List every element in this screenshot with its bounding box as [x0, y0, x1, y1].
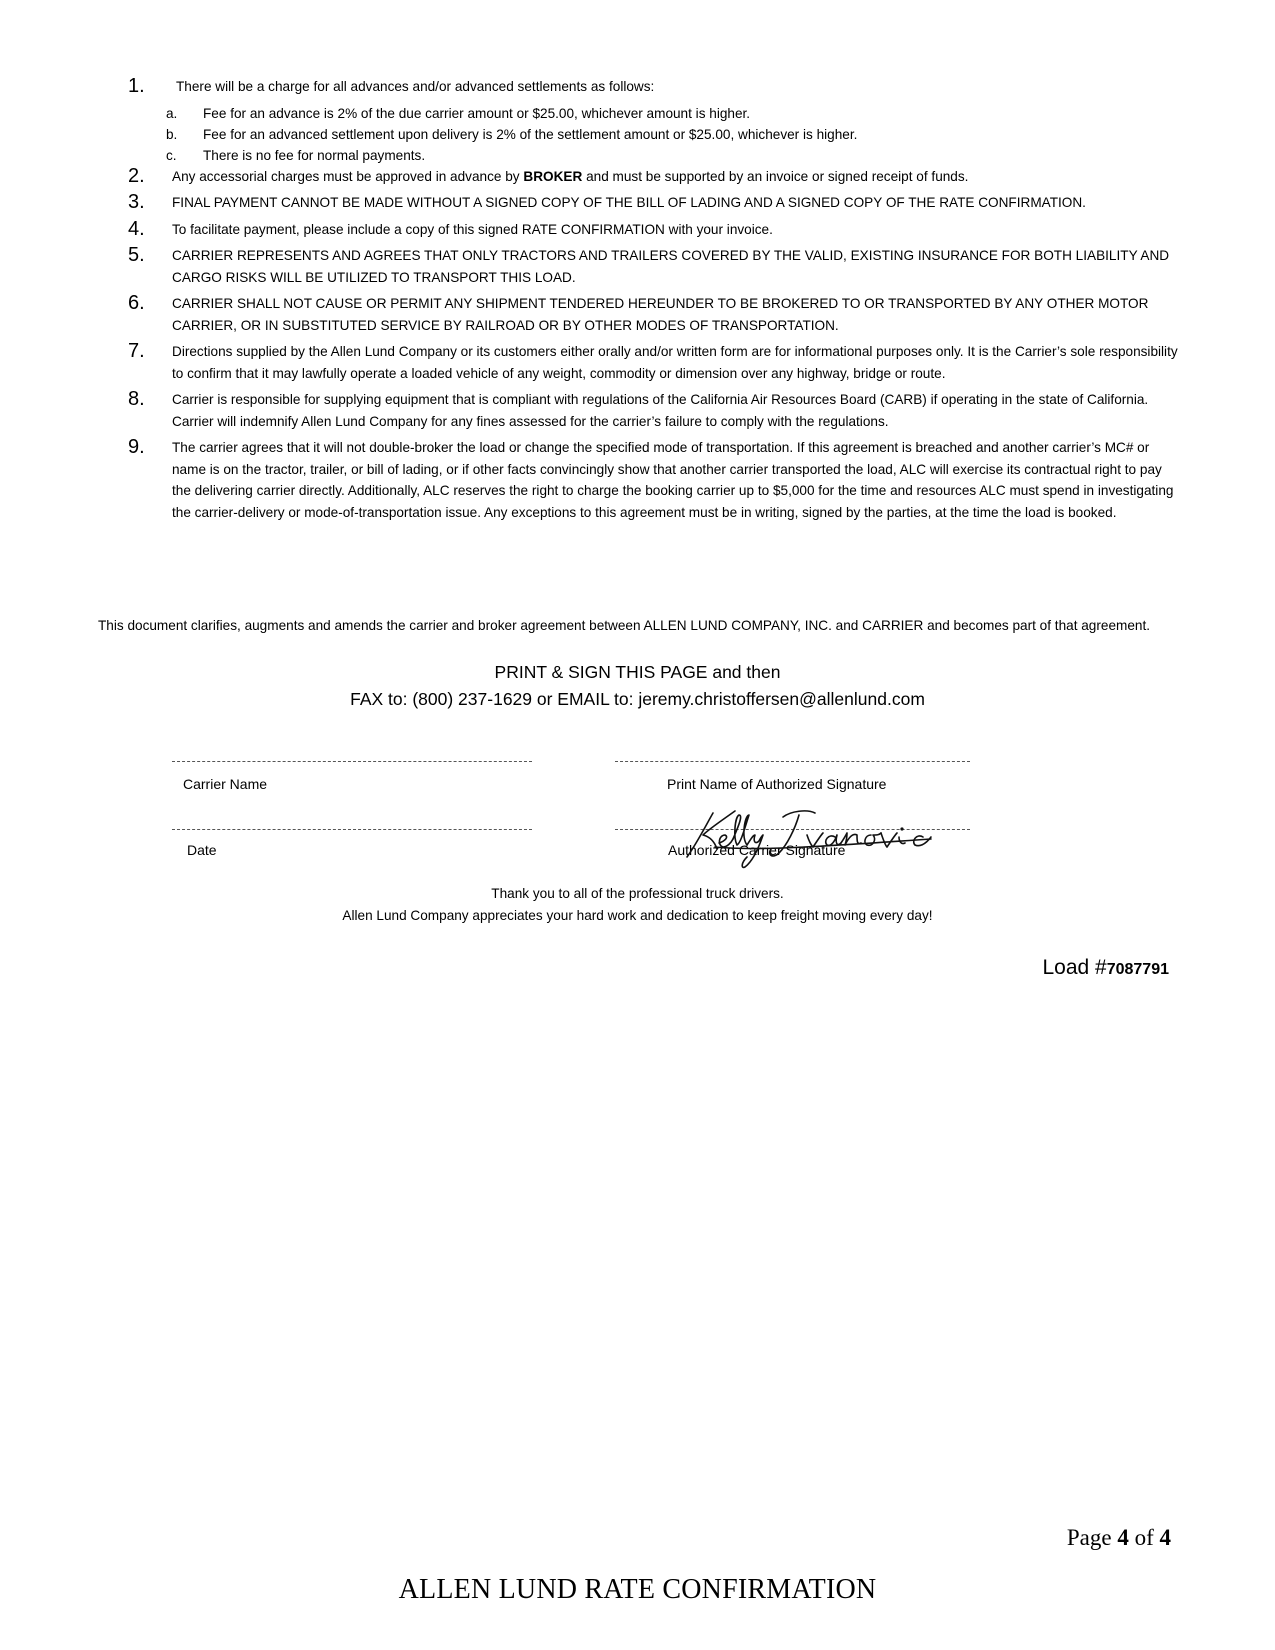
- thanks-line-1: Thank you to all of the professional truck drivers.: [491, 886, 784, 901]
- sub-letter: a.: [166, 105, 178, 121]
- term-number: 6.: [128, 292, 145, 314]
- sub-text: Fee for an advanced settlement upon delivery is 2% of the settlement amount or $25.00, whichever is higher.: [203, 126, 858, 142]
- term-text: To facilitate payment, please include a copy of this signed RATE CONFIRMATION with your invoice.: [172, 221, 773, 237]
- date-label: Date: [187, 842, 217, 858]
- term-item: [128, 437, 1178, 523]
- term-number: 8.: [128, 388, 145, 410]
- term-number: 7.: [128, 340, 145, 362]
- term-number: 3.: [128, 191, 145, 213]
- term-item: [128, 192, 1178, 214]
- term-item: [128, 219, 1178, 241]
- term-item: [128, 389, 1178, 432]
- authorized-signature-label: Authorized Carrier Signature: [668, 842, 846, 858]
- term-text: Carrier is responsible for supplying equipment that is compliant with regulations of the California Air Resources Board (CARB) if operating in the state of California. Carrier will indemnify Allen Lund Company for any fines assessed for the carrier’s failure to comply with the regulations.: [172, 392, 1149, 429]
- term-text-post: and must be supported by an invoice or signed receipt of funds.: [582, 168, 969, 184]
- print-sign-instructions: [0, 659, 1275, 713]
- term-text-bold: BROKER: [523, 168, 583, 184]
- page-current: 4: [1117, 1525, 1129, 1550]
- carrier-name-line[interactable]: [172, 761, 532, 762]
- term-number: 5.: [128, 244, 145, 266]
- term-text: CARRIER SHALL NOT CAUSE OR PERMIT ANY SHIPMENT TENDERED HEREUNDER TO BE BROKERED TO OR TRANSPORTED BY ANY OTHER MOTOR CARRIER, OR IN SUBSTITUTED SERVICE BY RAILROAD OR BY OTHER MODES OF TRANSPORTATION.: [172, 296, 1149, 333]
- page-total: 4: [1159, 1525, 1171, 1550]
- carrier-name-label: Carrier Name: [183, 776, 268, 792]
- term-text: [172, 166, 1178, 188]
- term-number: 4.: [128, 217, 145, 240]
- print-name-label: Print Name of Authorized Signature: [667, 776, 887, 792]
- term-item: [128, 245, 1178, 288]
- term-text-pre: Any accessorial charges must be approved in advance by: [172, 168, 524, 184]
- term-number: 9.: [128, 436, 145, 458]
- footer-title: ALLEN LUND RATE CONFIRMATION: [398, 1574, 877, 1605]
- sub-letter: c.: [166, 147, 177, 163]
- print-name-line[interactable]: [615, 761, 970, 762]
- term-text: FINAL PAYMENT CANNOT BE MADE WITHOUT A SIGNED COPY OF THE BILL OF LADING AND A SIGNED COPY OF THE RATE CONFIRMATION.: [172, 195, 1086, 210]
- term-item: [128, 341, 1178, 384]
- term-text: The carrier agrees that it will not double-broker the load or change the specified mode of transportation. If this agreement is breached and another carrier’s MC# or name is on the tractor, trailer, or bill of lading, or if other facts convincingly show that another carrier transported the load, ALC will exercise its contractual right to pay the delivering carrier directly. Additionally, ALC reserves the right to charge the booking carrier up to $5,000 for the time and resources ALC must spend in investigating the carrier-delivery or mode-of-transportation issue. Any exceptions to this agreement must be in writing, signed by the parties, at the time the load is booked.: [172, 440, 1174, 520]
- term-number: 2.: [128, 164, 145, 187]
- load-id: 7087791: [1106, 961, 1169, 978]
- clarification-paragraph: This document clarifies, augments and amends the carrier and broker agreement between ALLEN LUND COMPANY, INC. and CARRIER and becomes part of that agreement.: [98, 618, 1151, 633]
- sub-item: [128, 103, 1178, 124]
- sub-text: There is no fee for normal payments.: [203, 147, 426, 163]
- term-text: Directions supplied by the Allen Lund Company or its customers either orally and/or written form are for informational purposes only. It is the Carrier’s sole responsibility to confirm that it may lawfully operate a loaded vehicle of any weight, commodity or dimension over any highway, bridge or route.: [172, 344, 1178, 381]
- date-line[interactable]: [172, 829, 532, 830]
- term-item: [128, 166, 1178, 188]
- sub-item: [128, 145, 1178, 166]
- page-prefix: Page: [1066, 1525, 1118, 1550]
- page-of: of: [1128, 1525, 1160, 1550]
- load-label: Load #: [1042, 956, 1107, 979]
- fee-sublist: [128, 103, 1178, 166]
- term-item: [128, 293, 1178, 336]
- term-item: [128, 76, 1178, 98]
- instructions-line-1: PRINT & SIGN THIS PAGE and then: [494, 662, 781, 682]
- term-text: CARRIER REPRESENTS AND AGREES THAT ONLY TRACTORS AND TRAILERS COVERED BY THE VALID, EXISTING INSURANCE FOR BOTH LIABILITY AND CARGO RISKS WILL BE UTILIZED TO TRANSPORT THIS LOAD.: [172, 248, 1170, 285]
- term-number: 1.: [128, 75, 145, 97]
- sub-letter: b.: [166, 126, 178, 142]
- thank-you-message: [0, 883, 1275, 927]
- instructions-line-2: FAX to: (800) 237-1629 or EMAIL to: jeremy.christoffersen@allenlund.com: [350, 689, 925, 709]
- sub-text: Fee for an advance is 2% of the due carrier amount or $25.00, whichever amount is higher.: [203, 105, 751, 121]
- term-text: There will be a charge for all advances and/or advanced settlements as follows:: [176, 79, 655, 94]
- sub-item: [128, 124, 1178, 145]
- thanks-line-2: Allen Lund Company appreciates your hard work and dedication to keep freight moving every day!: [342, 908, 933, 923]
- page-indicator: [1067, 1525, 1171, 1551]
- load-number: [1042, 956, 1169, 980]
- handwritten-signature: [675, 807, 945, 871]
- terms-list: [128, 76, 1178, 528]
